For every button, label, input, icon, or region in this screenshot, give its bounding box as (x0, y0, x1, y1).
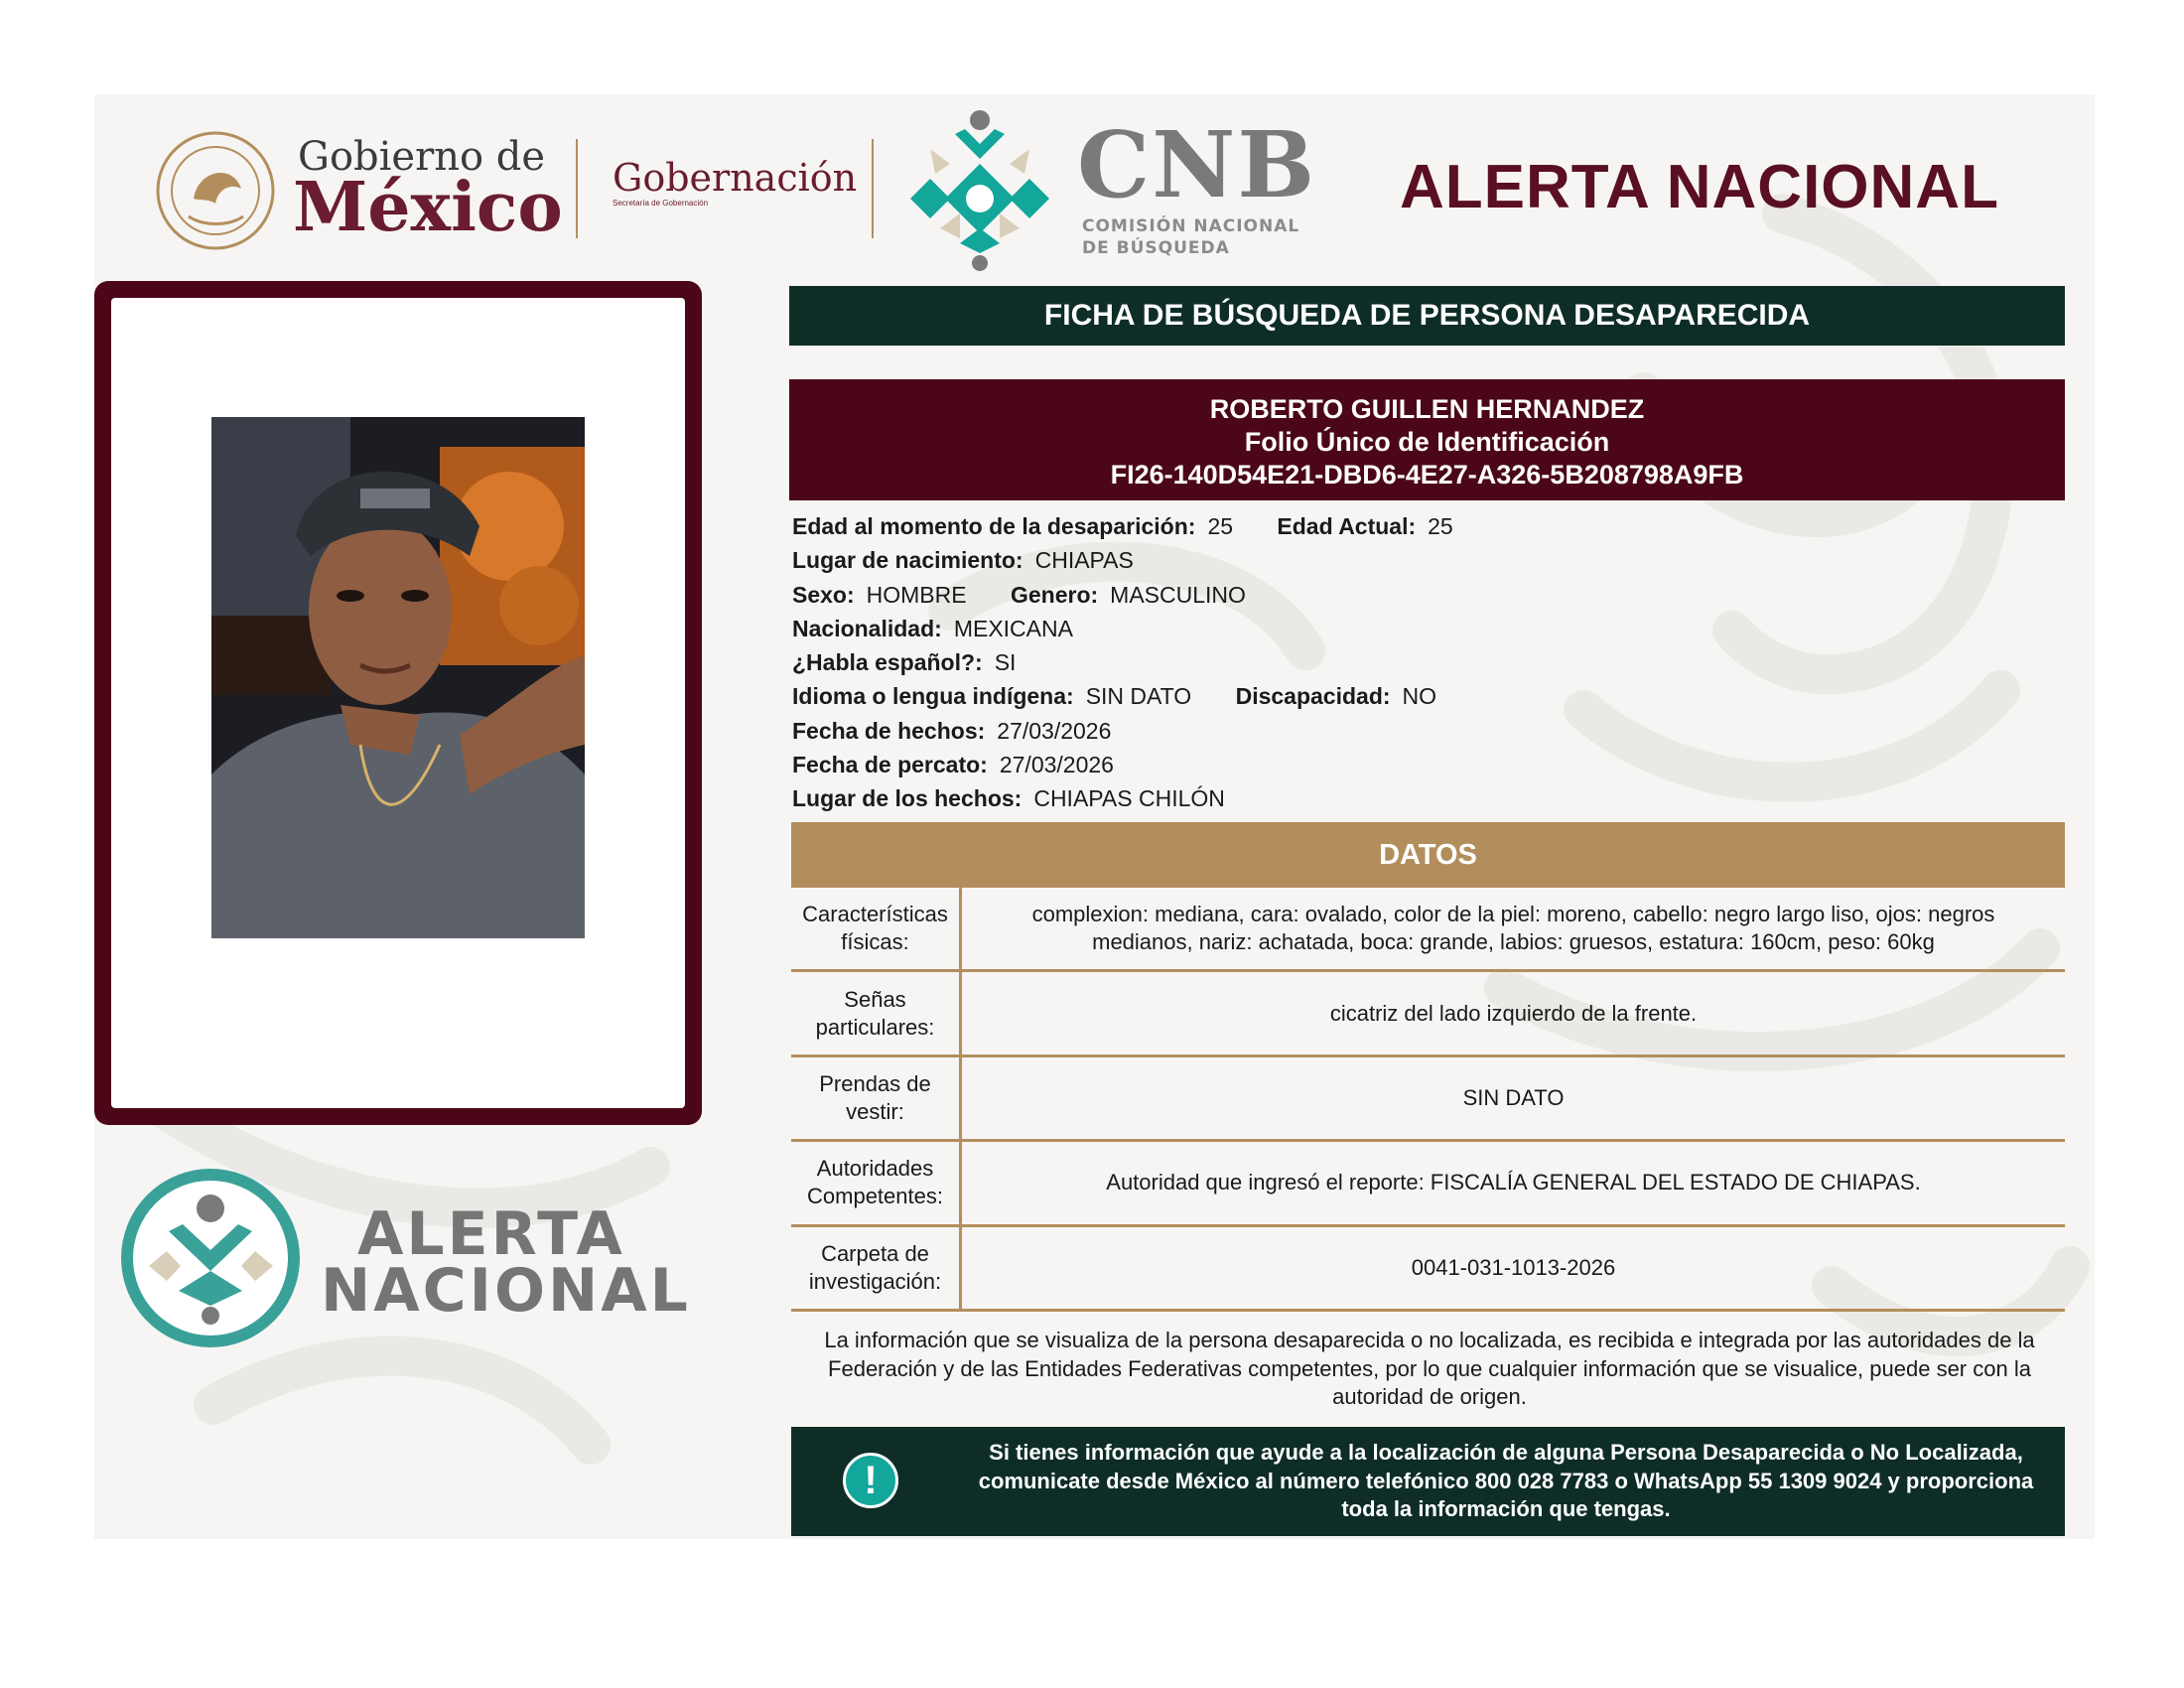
table-row (791, 1142, 2065, 1226)
person-name: ROBERTO GUILLEN HERNANDEZ (1209, 394, 1645, 424)
idioma-label: Idioma o lengua indígena: (792, 683, 1074, 710)
nacionalidad-value: MEXICANA (953, 615, 1073, 641)
alerta-logo-word1: ALERTA (357, 1199, 625, 1269)
row-label-line2: investigación: (808, 1268, 942, 1294)
sexo-label: Sexo: (792, 581, 855, 608)
gobernacion-sub-label: Secretaría de Gobernación (613, 199, 709, 208)
gobierno-de-label: Gobierno de (298, 134, 546, 180)
row-label-line1: Autoridades (816, 1156, 934, 1182)
table-row (791, 888, 2065, 972)
datos-row-label (791, 888, 962, 969)
datos-table (791, 888, 2065, 1312)
contact-banner (791, 1427, 2065, 1536)
habla-espanol-value: SI (994, 649, 1017, 676)
contact-text: Si tienes información que ayude a la localización de alguna Persona Desaparecida o No Localizada, comunicate desde México al número telefónico 800 028 7783 o WhatsApp 55 1309 9024 y proporciona toda la información que tengas. (978, 1440, 2034, 1521)
nacionalidad-label: Nacionalidad: (792, 615, 942, 641)
edad-desaparicion-label: Edad al momento de la desaparición: (792, 513, 1196, 539)
mexico-label: México (293, 168, 563, 247)
person-photo-image (211, 417, 585, 938)
row-label-line1: Características (802, 902, 948, 927)
fecha-percato-label: Fecha de percato: (792, 752, 988, 778)
datos-row-value: cicatriz del lado izquierdo de la frente. (1329, 1000, 1698, 1026)
habla-espanol-label: ¿Habla español?: (792, 649, 983, 676)
alerta-logo-word2: NACIONAL (321, 1256, 691, 1326)
person-photo (211, 417, 585, 938)
info-row-edad (792, 511, 2063, 545)
table-row (791, 1057, 2065, 1142)
datos-row-value: Autoridad que ingresó el reporte: FISCALÍA GENERAL DEL ESTADO DE CHIAPAS. (1106, 1170, 1921, 1196)
row-label-line2: particulares: (815, 1014, 935, 1040)
row-label-line1: Carpeta de (821, 1240, 929, 1266)
cnb-logo-icon (900, 104, 1059, 273)
lugar-hechos-value: CHIAPAS CHILÓN (1033, 785, 1225, 812)
datos-row-label (791, 1227, 962, 1309)
info-row-fecha-hechos (792, 716, 2063, 750)
ficha-title-bar: FICHA DE BÚSQUEDA DE PERSONA DESAPARECIDA (789, 286, 2065, 346)
discapacidad-value: NO (1402, 683, 1437, 710)
datos-row-value: SIN DATO (1462, 1084, 1565, 1110)
info-row-nacimiento (792, 545, 2063, 579)
edad-actual-label: Edad Actual: (1277, 513, 1417, 539)
datos-row-label (791, 1142, 962, 1223)
table-row (791, 972, 2065, 1056)
gobernacion-label: Gobernación (613, 156, 858, 200)
discapacidad-label: Discapacidad: (1235, 683, 1391, 710)
genero-label: Genero: (1010, 581, 1099, 608)
edad-actual-value: 25 (1428, 513, 1453, 539)
person-info (792, 511, 2063, 818)
info-row-nacionalidad (792, 614, 2063, 647)
alerta-nacional-logo-icon (119, 1167, 303, 1350)
fecha-hechos-value: 27/03/2026 (997, 717, 1112, 744)
cnb-label: CNB (1077, 111, 1317, 218)
datos-row-label (791, 972, 962, 1054)
escudo-nacional-icon (154, 129, 278, 253)
edad-desaparicion-value: 25 (1207, 513, 1234, 539)
lugar-nacimiento-value: CHIAPAS (1034, 547, 1134, 574)
table-row (791, 1227, 2065, 1312)
fecha-hechos-label: Fecha de hechos: (792, 717, 986, 744)
disclaimer-text: La información que se visualiza de la persona desaparecida o no localizada, es recibida e integrada por las autoridades de la Federación y de las Entidades Federativas competentes, por lo que cualquier información que se visualice, puede ser con la autoridad de origen. (824, 1328, 2035, 1409)
header (94, 94, 2095, 283)
datos-row-value: complexion: mediana, cara: ovalado, color de la piel: moreno, cabello: negro largo liso, ojos: negros medianos, nariz: achatada, boca: grande, labios: gruesos, estatura: 160cm, peso: 60kg (1031, 902, 1995, 955)
info-row-lugar-hechos (792, 783, 2063, 817)
genero-value: MASCULINO (1110, 581, 1246, 608)
folio-value: FI26-140D54E21-DBD6-4E27-A326-5B208798A9FB (1110, 460, 1744, 490)
datos-row-value: 0041-031-1013-2026 (1411, 1254, 1616, 1280)
datos-header: DATOS (791, 822, 2065, 888)
alerta-nacional-title: ALERTA NACIONAL (1400, 153, 1999, 221)
lugar-nacimiento-label: Lugar de nacimiento: (792, 547, 1024, 574)
datos-row-label (791, 1057, 962, 1139)
info-row-sexo (792, 580, 2063, 614)
fecha-percato-value: 27/03/2026 (999, 752, 1114, 778)
cnb-sub-line2: DE BÚSQUEDA (1082, 238, 1230, 258)
row-label-line2: Competentes: (807, 1184, 943, 1209)
info-row-fecha-percato (792, 750, 2063, 783)
idioma-value: SIN DATO (1085, 683, 1192, 710)
row-label-line2: físicas: (841, 929, 909, 955)
header-divider (872, 139, 874, 238)
info-row-espanol (792, 647, 2063, 681)
header-divider (576, 139, 578, 238)
lugar-hechos-label: Lugar de los hechos: (792, 785, 1023, 812)
row-label-line2: vestir: (846, 1098, 904, 1124)
sexo-value: HOMBRE (866, 581, 967, 608)
info-row-idioma (792, 681, 2063, 715)
person-name-bar (789, 379, 2065, 500)
folio-label: Folio Único de Identificación (1244, 427, 1610, 457)
cnb-sub-line1: COMISIÓN NACIONAL (1082, 216, 1300, 236)
row-label-line1: Prendas de (819, 1070, 931, 1096)
row-label-line1: Señas (844, 986, 906, 1012)
cnb-subtitle (1082, 215, 1299, 259)
exclamation-icon: ! (843, 1453, 898, 1508)
